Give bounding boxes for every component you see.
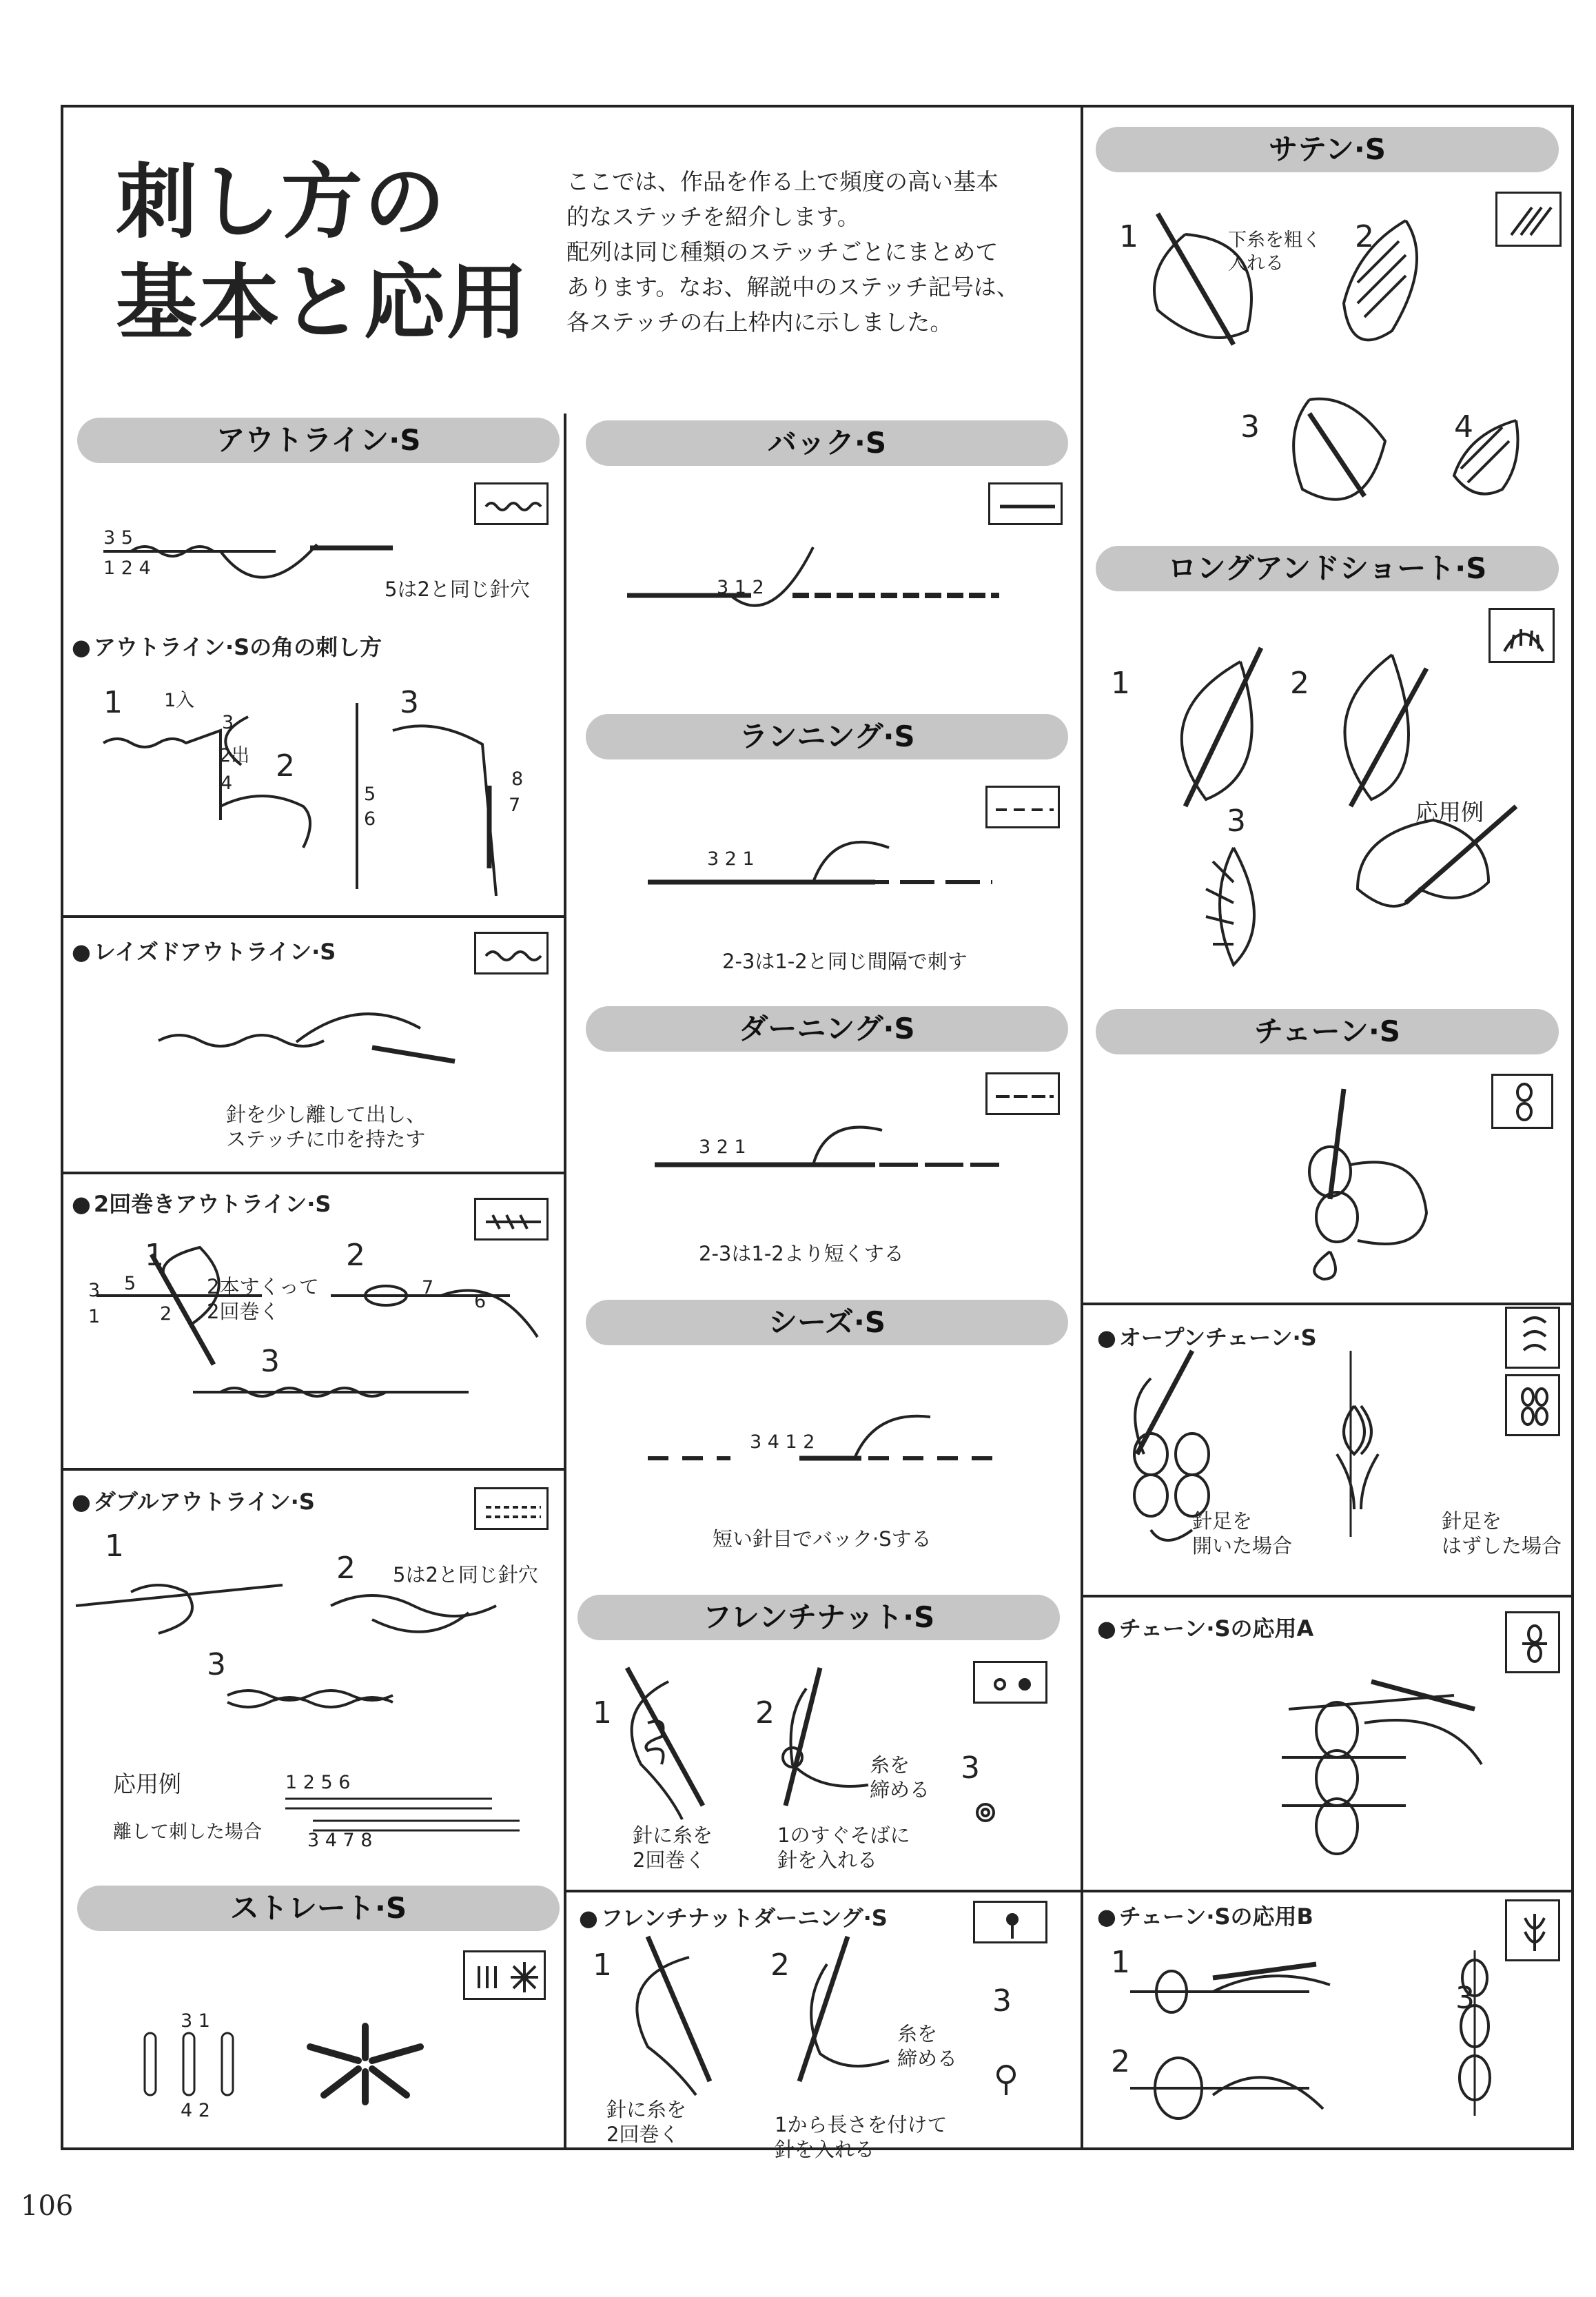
seed-note: 短い針目でバック·Sする <box>713 1527 932 1551</box>
back-symbol <box>988 482 1063 525</box>
divider-right-1 <box>1082 1303 1573 1305</box>
open-chain-note-2b: はずした場合 <box>1442 1534 1562 1558</box>
corner-step-1: 1 <box>103 685 123 720</box>
double-wrap-illustration <box>83 1241 551 1447</box>
chain-b-step-3: 3 <box>1455 1981 1475 2016</box>
running-symbol-icon <box>988 788 1062 830</box>
double-wrap-step-2: 2 <box>346 1238 365 1273</box>
corner-label-1in: 1入 <box>164 690 195 711</box>
divider-left-1 <box>62 915 565 918</box>
open-chain-note-1a: 針足を <box>1192 1509 1253 1533</box>
open-chain-symbol-2 <box>1505 1374 1560 1436</box>
chain-a-illustration <box>1268 1654 1488 1861</box>
running-nums: 3 2 1 <box>707 848 755 870</box>
divider-right-2 <box>1082 1595 1573 1597</box>
french-knot-note-1b: 2回巻く <box>633 1848 706 1872</box>
corner-step-2: 2 <box>276 748 295 784</box>
corner-label-7: 7 <box>509 795 521 816</box>
column-divider-right <box>1081 106 1083 2149</box>
open-chain-note-1b: 開いた場合 <box>1192 1534 1293 1558</box>
page-title-line2: 基本と応用 <box>116 255 530 350</box>
seed-nums: 3 4 1 2 <box>750 1431 815 1453</box>
divider-left-3 <box>62 1468 565 1471</box>
raised-outline-illustration <box>158 1006 462 1082</box>
long-short-example: 応用例 <box>1415 799 1484 826</box>
long-short-step-1: 1 <box>1111 666 1130 701</box>
open-chain-symbol-icon-2 <box>1507 1376 1562 1438</box>
raised-outline-title: ● レイズドアウトライン·S <box>72 935 336 966</box>
outline-note: 5は2と同じ針穴 <box>385 578 530 601</box>
corner-label-5: 5 <box>364 784 376 805</box>
satin-step-4: 4 <box>1454 409 1473 445</box>
french-knot-step-2: 2 <box>755 1695 775 1731</box>
chain-symbol-icon <box>1493 1076 1555 1131</box>
dw-label-5: 5 <box>124 1273 136 1294</box>
double-outline-ex-top: 1 2 5 6 <box>285 1772 351 1793</box>
double-wrap-title: ● 2回巻きアウトライン·S <box>72 1187 331 1218</box>
fkd-step-2: 2 <box>770 1948 790 1983</box>
column-divider-left <box>564 414 566 2149</box>
french-knot-note-2b: 締める <box>870 1778 930 1801</box>
page-number: 106 <box>21 2190 74 2222</box>
corner-label-8: 8 <box>511 768 524 790</box>
fkd-note-3b: 針を入れる <box>775 2138 875 2161</box>
double-outline-ex-bottom: 3 4 7 8 <box>307 1830 373 1851</box>
dw-label-7: 7 <box>422 1277 434 1298</box>
chain-a-symbol-icon <box>1507 1613 1562 1675</box>
fkd-note-1a: 針に糸を <box>606 2098 687 2121</box>
double-outline-example-title: 応用例 <box>113 1770 181 1797</box>
dw-label-6: 6 <box>474 1291 487 1312</box>
raised-outline-symbol-icon <box>476 934 551 977</box>
darning-symbol-icon <box>988 1074 1062 1117</box>
chain-b-step-1: 1 <box>1111 1945 1130 1980</box>
page-title <box>116 152 529 353</box>
fkd-step-1: 1 <box>593 1948 612 1983</box>
banner-running-stitch: ランニング·S <box>586 714 1068 759</box>
double-outline-symbol-icon <box>476 1489 551 1532</box>
fkd-note-2b: 締める <box>897 2047 958 2070</box>
intro-line: ここでは、作品を作る上で頻度の高い基本 <box>566 168 999 195</box>
back-symbol-icon <box>990 484 1065 527</box>
darning-nums: 3 2 1 <box>699 1136 746 1158</box>
raised-note-1: 針を少し離して出し、 <box>226 1103 427 1126</box>
satin-illustration <box>1130 207 1544 531</box>
straight-illustration <box>145 2026 462 2102</box>
french-knot-note-2a: 糸を <box>870 1753 910 1777</box>
corner-label-6: 6 <box>364 808 376 830</box>
banner-back-stitch: バック·S <box>586 420 1068 466</box>
intro-line: あります。なお、解説中のステッチ記号は、 <box>566 274 1019 300</box>
outline-nums-top: 3 5 <box>103 527 133 549</box>
chain-b-step-2: 2 <box>1111 2044 1130 2079</box>
straight-symbol-icon <box>465 1952 548 2002</box>
french-knot-note-3b: 針を入れる <box>777 1848 878 1872</box>
corner-illustration <box>103 703 544 903</box>
corner-label-3: 3 <box>222 712 234 733</box>
divider-mid-1 <box>565 1890 1082 1892</box>
french-knot-step-3: 3 <box>961 1750 980 1786</box>
double-outline-symbol <box>474 1487 549 1530</box>
page-title-line1: 刺し方の <box>116 154 447 249</box>
double-outline-example-illustration <box>285 1792 520 1833</box>
outline-nums-bottom: 1 2 4 <box>103 558 151 579</box>
double-outline-step-1: 1 <box>105 1529 124 1564</box>
satin-note-2: 入れる <box>1228 253 1284 274</box>
double-outline-step-3: 3 <box>207 1647 226 1682</box>
double-outline-example-note: 離して刺した場合 <box>113 1821 262 1843</box>
double-wrap-note-1: 2本すくって <box>207 1275 319 1298</box>
outline-symbol-icon <box>476 484 551 527</box>
dw-label-1: 1 <box>88 1306 101 1327</box>
open-chain-note-2a: 針足を <box>1442 1509 1502 1533</box>
french-knot-illustration <box>606 1668 992 1819</box>
running-illustration <box>648 841 1006 917</box>
fkd-step-3: 3 <box>992 1983 1012 2019</box>
darning-note: 2-3は1-2より短くする <box>699 1242 904 1265</box>
raised-note-2: ステッチに巾を持たす <box>226 1127 426 1151</box>
double-wrap-symbol-icon <box>476 1200 551 1243</box>
straight-symbol <box>463 1950 546 2000</box>
corner-label-4: 4 <box>221 773 233 794</box>
fkd-note-3a: 1から長さを付けて <box>775 2113 948 2136</box>
open-chain-title: ● オープンチェーン·S <box>1097 1320 1317 1352</box>
straight-nums-top: 3 1 <box>181 2010 210 2032</box>
raised-outline-symbol <box>474 932 549 974</box>
chain-a-symbol <box>1505 1611 1560 1673</box>
darning-illustration <box>655 1123 1013 1192</box>
running-note: 2-3は1-2と同じ間隔で刺す <box>722 950 968 973</box>
divider-right-3 <box>1082 1890 1573 1892</box>
satin-step-2: 2 <box>1355 219 1374 254</box>
open-chain-symbol-icon-1 <box>1507 1309 1562 1371</box>
banner-french-knot: フレンチナット·S <box>577 1595 1060 1640</box>
banner-chain-stitch: チェーン·S <box>1096 1009 1559 1054</box>
fkd-note-2a: 糸を <box>897 2022 938 2045</box>
satin-step-3: 3 <box>1240 409 1260 445</box>
double-wrap-note-2: 2回巻く <box>207 1300 280 1323</box>
banner-outline-stitch: アウトライン·S <box>77 418 560 463</box>
straight-nums-bottom: 4 2 <box>181 2100 210 2121</box>
outline-corner-title: ● アウトライン·Sの角の刺し方 <box>72 630 382 662</box>
double-wrap-step-1: 1 <box>145 1238 164 1273</box>
intro-line: 各ステッチの右上枠内に示しました。 <box>566 309 953 336</box>
dw-label-2: 2 <box>160 1303 172 1325</box>
outline-symbol <box>474 482 549 525</box>
french-knot-step-1: 1 <box>593 1695 612 1731</box>
back-nums: 3 1 2 <box>717 577 764 598</box>
satin-step-1: 1 <box>1119 219 1138 254</box>
french-knot-darning-title: ● フレンチナットダーニング·S <box>579 1901 888 1932</box>
corner-label-2out: 2出 <box>219 745 250 766</box>
intro-line: 的なステッチを紹介します。 <box>566 203 860 230</box>
corner-step-3: 3 <box>400 685 419 720</box>
banner-satin-stitch: サテン·S <box>1096 127 1559 172</box>
chain-symbol <box>1491 1074 1553 1129</box>
long-short-illustration <box>1144 641 1557 972</box>
chain-b-title: ● チェーン·Sの応用B <box>1097 1899 1313 1931</box>
double-outline-illustration <box>76 1564 544 1702</box>
french-knot-note-1a: 針に糸を <box>633 1824 713 1847</box>
long-short-step-3: 3 <box>1227 804 1246 839</box>
double-outline-title: ● ダブルアウトライン·S <box>72 1484 315 1516</box>
satin-note-1: 下糸を粗く <box>1228 229 1321 251</box>
long-short-step-2: 2 <box>1290 666 1309 701</box>
chain-illustration <box>1289 1089 1440 1282</box>
open-chain-illustration <box>1123 1351 1509 1551</box>
seed-illustration <box>648 1413 1013 1482</box>
intro-line: 配列は同じ種類のステッチごとにまとめて <box>566 238 999 265</box>
double-wrap-symbol <box>474 1198 549 1241</box>
banner-straight-stitch: ストレート·S <box>77 1886 560 1931</box>
double-outline-step-2: 2 <box>336 1551 356 1586</box>
banner-darning-stitch: ダーニング·S <box>586 1006 1068 1052</box>
back-illustration <box>627 538 1013 634</box>
divider-left-2 <box>62 1172 565 1174</box>
running-symbol <box>985 786 1060 828</box>
darning-symbol <box>985 1072 1060 1115</box>
dw-label-3: 3 <box>88 1280 101 1301</box>
double-wrap-step-3: 3 <box>260 1344 280 1379</box>
open-chain-symbol-1 <box>1505 1307 1560 1369</box>
double-outline-note: 5は2と同じ針穴 <box>393 1563 538 1586</box>
french-knot-darning-illustration <box>606 1930 1020 2095</box>
chain-a-title: ● チェーン·Sの応用A <box>1097 1611 1313 1643</box>
banner-seed-stitch: シーズ·S <box>586 1300 1068 1345</box>
fkd-note-1b: 2回巻く <box>606 2123 679 2146</box>
intro-text <box>566 164 1019 340</box>
french-knot-note-3a: 1のすぐそばに <box>777 1824 910 1847</box>
chain-b-illustration <box>1130 1937 1544 2143</box>
banner-long-short-stitch: ロングアンドショート·S <box>1096 546 1559 591</box>
